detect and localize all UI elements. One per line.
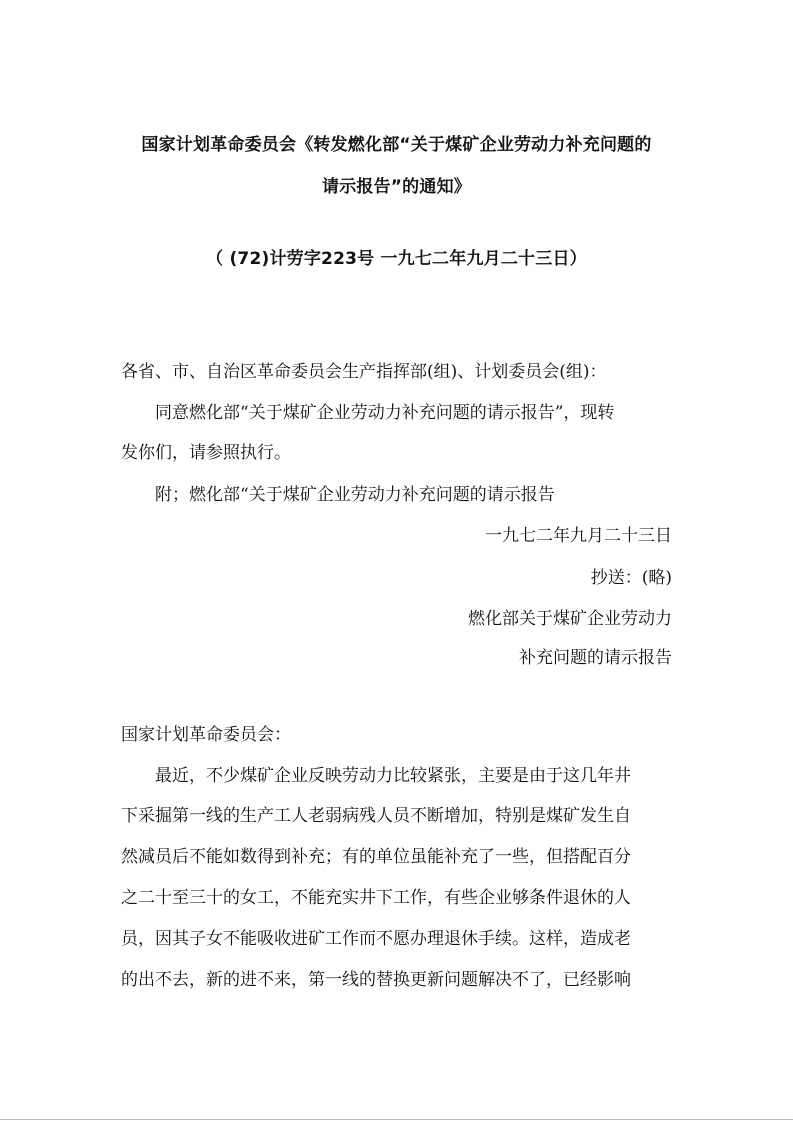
report-body-line: 之二十至三十的女工，不能充实井下工作，有些企业够条件退休的人 — [121, 888, 631, 908]
document-title-line-2: 请示报告”的通知》 — [322, 177, 471, 197]
report-title-line-1: 燃化部关于煤矿企业劳动力 — [468, 609, 672, 629]
notice-cc: 抄送：(略) — [590, 568, 672, 588]
report-body-line: 下采掘第一线的生产工人老弱病残人员不断增加，特别是煤矿发生自 — [121, 806, 631, 826]
report-body-line: 的出不去，新的进不来，第一线的替换更新问题解决不了，已经影响 — [121, 970, 631, 990]
report-body-line: 员，因其子女不能吸收进矿工作而不愿办理退休手续。这样，造成老 — [121, 929, 631, 949]
notice-date: 一九七二年九月二十三日 — [485, 526, 672, 546]
document-number: （ (72)计劳字223号 一九七二年九月二十三日） — [206, 249, 587, 269]
report-body-line: 最近，不少煤矿企业反映劳动力比较紧张，主要是由于这几年井 — [155, 766, 631, 786]
report-title-line-2: 补充问题的请示报告 — [519, 648, 672, 668]
report-addressee: 国家计划革命委员会： — [121, 725, 291, 745]
page-bottom-rule — [0, 1119, 793, 1120]
document-title-line-1: 国家计划革命委员会《转发燃化部“关于煤矿企业劳动力补充问题的 — [141, 135, 652, 155]
notice-body-line-2: 发你们，请参照执行。 — [121, 443, 291, 463]
notice-body-line-1: 同意燃化部“关于煤矿企业劳动力补充问题的请示报告”，现转 — [155, 403, 615, 423]
report-body-line: 然减员后不能如数得到补充；有的单位虽能补充了一些，但搭配百分 — [121, 847, 631, 867]
notice-addressee: 各省、市、自治区革命委员会生产指挥部(组)、计划委员会(组)： — [121, 362, 607, 382]
notice-attachment: 附；燃化部“关于煤矿企业劳动力补充问题的请示报告 — [155, 485, 555, 505]
